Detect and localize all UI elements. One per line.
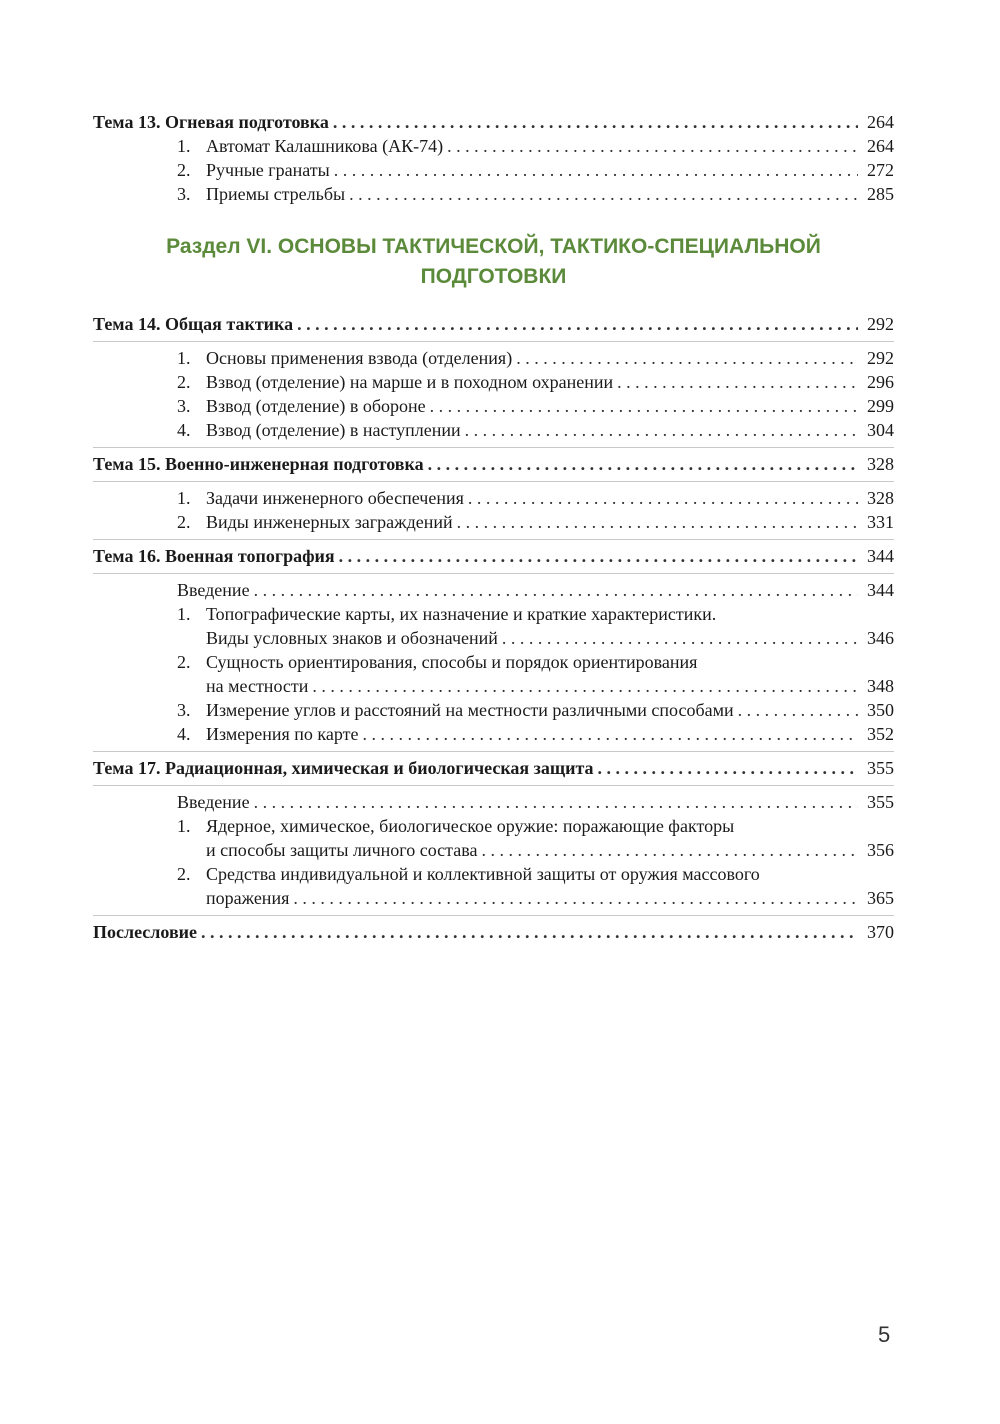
toc-page-number: 296 (867, 372, 894, 392)
dot-leader (339, 544, 858, 568)
item-title: Введение (177, 580, 250, 600)
toc-page-number: 344 (867, 546, 894, 566)
item-title: Основы применения взвода (отделения) (206, 348, 513, 368)
toc-page-number: 292 (867, 348, 894, 368)
toc-topic-title: Послесловие (93, 922, 198, 942)
item-title-line-1: Топографические карты, их назначение и краткие характеристики. (206, 604, 717, 624)
toc-topic-title: Тема 17. Радиационная, химическая и биологическая защита (93, 758, 594, 778)
toc-topic-title: Тема 16. Военная топография (93, 546, 335, 566)
item-title: Задачи инженерного обеспечения (206, 488, 464, 508)
divider (93, 573, 894, 574)
item-number: 1. (177, 136, 191, 156)
toc-item-line-1[interactable] (93, 814, 894, 838)
item-title-line-2: на местности (206, 676, 309, 696)
item-title: Ручные гранаты (206, 160, 330, 180)
toc-page-number: 352 (867, 724, 894, 744)
toc-item[interactable] (93, 182, 894, 206)
item-title: Измерения по карте (206, 724, 359, 744)
dot-leader (428, 452, 858, 476)
toc-item[interactable] (93, 698, 894, 722)
dot-leader (468, 486, 858, 510)
item-number: 2. (177, 160, 191, 180)
dot-leader (447, 134, 858, 158)
table-of-contents (93, 110, 894, 944)
item-number: 1. (177, 488, 191, 508)
toc-item-line-2[interactable] (93, 674, 894, 698)
dot-leader (312, 674, 858, 698)
item-number: 4. (177, 420, 191, 440)
dot-leader (738, 698, 858, 722)
toc-topic-17[interactable] (93, 756, 894, 780)
toc-item[interactable] (93, 134, 894, 158)
toc-page-number: 355 (867, 758, 894, 778)
toc-page-number: 328 (867, 488, 894, 508)
item-title: Измерение углов и расстояний на местности различными способами (206, 700, 734, 720)
divider (93, 751, 894, 752)
item-number: 2. (177, 652, 191, 672)
toc-page-number: 370 (867, 922, 894, 942)
dot-leader (201, 920, 858, 944)
dot-leader (362, 722, 858, 746)
toc-page-number: 355 (867, 792, 894, 812)
toc-item[interactable] (93, 722, 894, 746)
toc-page-number: 264 (867, 136, 894, 156)
item-title-line-1: Средства индивидуальной и коллективной защиты от оружия массового (206, 864, 760, 884)
toc-item[interactable] (93, 394, 894, 418)
item-number: 1. (177, 348, 191, 368)
dot-leader (465, 418, 858, 442)
dot-leader (457, 510, 858, 534)
toc-page-number: 350 (867, 700, 894, 720)
item-title: Виды инженерных заграждений (206, 512, 453, 532)
dot-leader (333, 110, 858, 134)
toc-topic-14[interactable] (93, 312, 894, 336)
page-number: 5 (878, 1322, 891, 1347)
toc-topic-16[interactable] (93, 544, 894, 568)
item-title: Взвод (отделение) в наступлении (206, 420, 461, 440)
item-number: 3. (177, 396, 191, 416)
dot-leader (334, 158, 858, 182)
divider (93, 341, 894, 342)
item-title: Введение (177, 792, 250, 812)
toc-page-number: 331 (867, 512, 894, 532)
item-number: 3. (177, 700, 191, 720)
item-title-line-2: поражения (206, 888, 290, 908)
divider (93, 785, 894, 786)
toc-topic-13[interactable] (93, 110, 894, 134)
dot-leader (617, 370, 858, 394)
divider (93, 447, 894, 448)
toc-item[interactable] (93, 510, 894, 534)
divider (93, 539, 894, 540)
item-title: Автомат Калашникова (АК-74) (206, 136, 444, 156)
item-number: 2. (177, 864, 191, 884)
dot-leader (598, 756, 858, 780)
item-title-line-1: Сущность ориентирования, способы и порядок ориентирования (206, 652, 698, 672)
item-title-line-2: Виды условных знаков и обозначений (206, 628, 498, 648)
dot-leader (502, 626, 858, 650)
toc-item-line-1[interactable] (93, 602, 894, 626)
toc-item-line-2[interactable] (93, 886, 894, 910)
toc-item[interactable] (93, 486, 894, 510)
toc-page-number: 348 (867, 676, 894, 696)
toc-topic-15[interactable] (93, 452, 894, 476)
toc-page-number: 285 (867, 184, 894, 204)
item-title: Взвод (отделение) на марше и в походном охранении (206, 372, 614, 392)
toc-page-number: 356 (867, 840, 894, 860)
toc-item[interactable] (93, 418, 894, 442)
toc-page-number: 292 (867, 314, 894, 334)
toc-item[interactable] (93, 158, 894, 182)
toc-item-line-1[interactable] (93, 862, 894, 886)
toc-topic-title: Тема 13. Огневая подготовка (93, 112, 329, 132)
dot-leader (516, 346, 858, 370)
toc-page-number: 346 (867, 628, 894, 648)
toc-page-number: 272 (867, 160, 894, 180)
item-number: 3. (177, 184, 191, 204)
toc-page-number: 365 (867, 888, 894, 908)
toc-topic-title: Тема 14. Общая тактика (93, 314, 294, 334)
section-heading-line-2: ПОДГОТОВКИ (420, 265, 567, 288)
section-heading (93, 232, 894, 292)
item-number: 1. (177, 816, 191, 836)
toc-intro[interactable] (93, 790, 894, 814)
toc-page-number: 344 (867, 580, 894, 600)
item-number: 4. (177, 724, 191, 744)
toc-item-line-2[interactable] (93, 838, 894, 862)
dot-leader (349, 182, 858, 206)
toc-afterword[interactable] (93, 920, 894, 944)
toc-item[interactable] (93, 346, 894, 370)
dot-leader (482, 838, 859, 862)
dot-leader (297, 312, 858, 336)
dot-leader (430, 394, 858, 418)
toc-item[interactable] (93, 370, 894, 394)
item-title-line-2: и способы защиты личного состава (206, 840, 478, 860)
toc-item-line-1[interactable] (93, 650, 894, 674)
item-number: 2. (177, 372, 191, 392)
toc-page-number: 328 (867, 454, 894, 474)
divider (93, 481, 894, 482)
section-heading-line-1: Раздел VI. ОСНОВЫ ТАКТИЧЕСКОЙ, ТАКТИКО-СПЕЦИАЛЬНОЙ (166, 235, 821, 258)
dot-leader (254, 790, 858, 814)
divider (93, 915, 894, 916)
item-number: 2. (177, 512, 191, 532)
item-title-line-1: Ядерное, химическое, биологическое оружие: поражающие факторы (206, 816, 735, 836)
toc-item-line-2[interactable] (93, 626, 894, 650)
dot-leader (293, 886, 858, 910)
toc-intro[interactable] (93, 578, 894, 602)
item-title: Взвод (отделение) в обороне (206, 396, 426, 416)
toc-page-number: 304 (867, 420, 894, 440)
item-title: Приемы стрельбы (206, 184, 346, 204)
toc-page-number: 299 (867, 396, 894, 416)
toc-topic-title: Тема 15. Военно-инженерная подготовка (93, 454, 424, 474)
item-number: 1. (177, 604, 191, 624)
dot-leader (254, 578, 858, 602)
toc-page-number: 264 (867, 112, 894, 132)
